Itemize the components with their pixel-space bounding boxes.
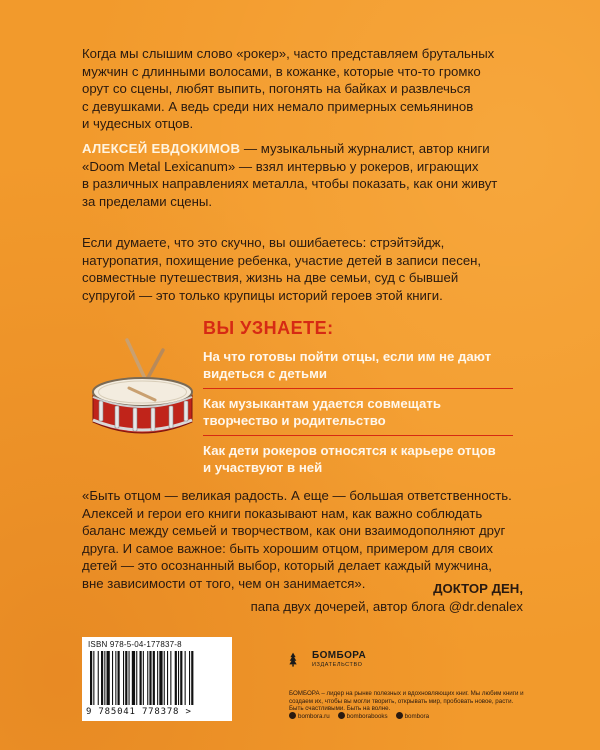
barcode-bar bbox=[140, 651, 142, 705]
vk-icon bbox=[338, 712, 345, 719]
barcode-bar bbox=[98, 651, 99, 705]
publisher-blurb: БОМБОРА – лидер на рынке полезных и вдохновляющих книг. Мы любим книги и создаем их, чтобы вы могли творить, открывать мир, пробовать новое, расти. Быть счастливыми. Быть на волне. bbox=[289, 690, 524, 713]
author-line: в различных направлениях металла, чтобы показать, как они живут bbox=[82, 176, 498, 192]
globe-icon bbox=[289, 712, 296, 719]
learn-list bbox=[203, 348, 533, 482]
author-line: за пределами сцены. bbox=[82, 193, 213, 209]
barcode-bar bbox=[153, 651, 155, 705]
learn-item bbox=[203, 442, 533, 482]
intro-line: мужчин с длинными волосами, в кожанке, которые что-то громко bbox=[82, 63, 481, 79]
learn-item bbox=[203, 395, 533, 435]
isbn-barcode bbox=[82, 637, 232, 721]
barcode-bar bbox=[159, 651, 162, 705]
barcode-bar bbox=[125, 651, 127, 705]
intro-line: Когда мы слышим слово «рокер», часто представляем брутальных bbox=[82, 46, 495, 61]
learn-item-line: и участвуют в ней bbox=[203, 460, 323, 475]
drum-icon bbox=[85, 330, 200, 450]
quote-line: «Быть отцом — великая радость. А еще — большая ответственность. bbox=[82, 488, 512, 503]
barcode-bar bbox=[115, 651, 116, 705]
barcode-bar bbox=[93, 651, 94, 705]
link-label: bombora bbox=[404, 713, 430, 720]
barcode-bar bbox=[112, 651, 113, 705]
barcode-bar bbox=[104, 651, 105, 705]
stories-line: совместные путешествия, жизнь на две семьи, суд с бывшей bbox=[82, 270, 459, 286]
signature-name: ДОКТОР ДЕН, bbox=[433, 581, 523, 596]
barcode-bar bbox=[129, 651, 130, 705]
learn-item-line: видеться с детьми bbox=[203, 366, 327, 381]
publisher-links bbox=[289, 712, 529, 720]
stories-paragraph bbox=[82, 234, 522, 304]
barcode-bar bbox=[123, 651, 124, 705]
learn-item bbox=[203, 348, 533, 388]
learn-item-line: На что готовы пойти отцы, если им не дают bbox=[203, 349, 492, 364]
publisher-name: БОМБОРА bbox=[312, 650, 367, 661]
learn-divider bbox=[203, 388, 513, 389]
barcode-bar bbox=[170, 651, 171, 705]
intro-line: с девушками. А ведь среди них немало примерных семьянинов bbox=[82, 98, 474, 114]
learn-heading: ВЫ УЗНАЕТЕ: bbox=[203, 318, 334, 338]
link-label: bomborabooks bbox=[346, 713, 388, 720]
barcode-bar bbox=[189, 651, 190, 705]
author-name: АЛЕКСЕЙ ЕВДОКИМОВ bbox=[82, 141, 241, 156]
publisher-subtitle: ИЗДАТЕЛЬСТВО bbox=[312, 662, 363, 668]
intro-line: орут со сцены, любят выпить, погонять на байках и развлечься bbox=[82, 81, 471, 97]
quote-line: вне зависимости от того, чем он занимается». bbox=[82, 575, 366, 591]
barcode-bar bbox=[143, 651, 144, 705]
publisher-link-telegram[interactable] bbox=[396, 712, 429, 720]
quote-line: друга. И самое важное: быть хорошим отцом, примером для своих bbox=[82, 540, 493, 556]
barcode-bar bbox=[164, 651, 165, 705]
signature-description: папа двух дочерей, автор блога @dr.denalex bbox=[250, 599, 523, 614]
stories-line: натуропатия, похищение ребенка, участие детей в записи песен, bbox=[82, 252, 482, 268]
barcode-bar bbox=[132, 651, 135, 705]
intro-paragraph bbox=[82, 45, 522, 133]
isbn-number: ISBN 978-5-04-177837-8 bbox=[88, 640, 182, 649]
barcode-bar bbox=[157, 651, 158, 705]
learn-item-line: творчество и родительство bbox=[203, 413, 386, 428]
author-line bbox=[82, 140, 522, 158]
learn-item-line: Как музыкантам удается совмещать bbox=[203, 396, 441, 411]
learn-divider bbox=[203, 435, 513, 436]
telegram-icon bbox=[396, 712, 403, 719]
publisher-link-vk[interactable] bbox=[338, 712, 388, 720]
barcode-bar bbox=[136, 651, 137, 705]
barcode-bar bbox=[101, 651, 103, 705]
barcode-bar bbox=[147, 651, 148, 705]
barcode-bar bbox=[191, 651, 193, 705]
stories-line: супругой — это только крупицы историй героев этой книги. bbox=[82, 287, 443, 303]
testimonial-quote bbox=[82, 487, 522, 593]
barcode-bar bbox=[175, 651, 177, 705]
stories-line: Если думаете, что это скучно, вы ошибаетесь: стрэйтэйдж, bbox=[82, 235, 445, 250]
barcode-bar bbox=[149, 651, 151, 705]
barcode-bar bbox=[178, 651, 179, 705]
author-paragraph bbox=[82, 140, 522, 210]
publisher-logo-icon bbox=[289, 645, 311, 675]
author-line: «Doom Metal Lexicanum» — взял интервью у рокеров, играющих bbox=[82, 158, 479, 174]
quote-line: Алексей и герои его книги показывают нам, как важно соблюдать bbox=[82, 505, 483, 521]
quote-line: детей — это осознанный выбор, который делает каждый мужчина, bbox=[82, 558, 492, 574]
barcode-bar bbox=[185, 651, 186, 705]
barcode-bar bbox=[180, 651, 182, 705]
barcode-bar bbox=[90, 651, 92, 705]
barcode-bar bbox=[167, 651, 168, 705]
quote-signature bbox=[251, 580, 523, 616]
barcode-digits: 9 785041 778378 > bbox=[86, 707, 192, 717]
learn-item-line: Как дети рокеров относятся к карьере отцов bbox=[203, 443, 496, 458]
link-label: bombora.ru bbox=[298, 713, 330, 720]
publisher-link-site[interactable] bbox=[289, 712, 330, 720]
barcode-bar bbox=[107, 651, 110, 705]
author-line-rest: — музыкальный журналист, автор книги bbox=[240, 141, 490, 156]
intro-line: и чудесных отцов. bbox=[82, 116, 194, 132]
quote-line: баланс между семьей и творчеством, как они взаимодополняют друг bbox=[82, 523, 506, 539]
barcode-bars bbox=[88, 651, 226, 707]
barcode-bar bbox=[118, 651, 120, 705]
